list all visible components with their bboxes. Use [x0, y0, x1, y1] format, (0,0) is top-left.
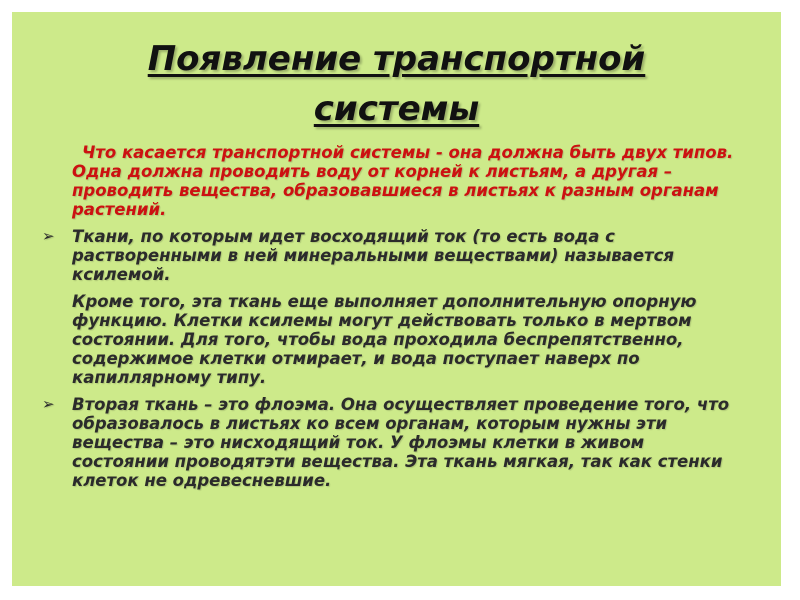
bullet-text: Ткани, по которым идет восходящий ток (то есть вода с растворенными в ней минеральными веществами) называется ксилемой.	[72, 227, 674, 284]
xylem-detail-paragraph: Кроме того, эта ткань еще выполняет дополнительную опорную функцию. Клетки ксилемы могут действовать только в мертвом состоянии. Для того, чтобы вода проходила беспрепятственно, содержимое клетки отмирает, и вода поступает наверх по капиллярному типу.	[72, 292, 697, 387]
bullet-item-xylem	[42, 227, 742, 284]
slide	[12, 12, 781, 586]
arrow-bullet-icon: ➢	[42, 395, 55, 413]
title-line-2: системы	[313, 89, 480, 129]
intro-paragraph: Что касается транспортной системы - она должна быть двух типов. Одна должна проводить воду от корней к листьям, а другая – проводить вещества, образовавшиеся в листьях к разным органам растений.	[72, 143, 734, 219]
title-line-1: Появление транспортной	[147, 39, 646, 79]
slide-body	[42, 143, 742, 498]
bullet-text: Вторая ткань – это флоэма. Она осуществляет проведение того, что образовалось в листьях ко всем органам, которым нужны эти вещества – это нисходящий ток. У флоэмы клетки в живом состоянии проводятэти вещества. Эта ткань мягкая, так как стенки клеток не одревесневшие.	[72, 395, 730, 490]
bullet-item-phloem	[42, 395, 742, 490]
arrow-bullet-icon: ➢	[42, 227, 55, 245]
slide-title	[12, 34, 781, 134]
